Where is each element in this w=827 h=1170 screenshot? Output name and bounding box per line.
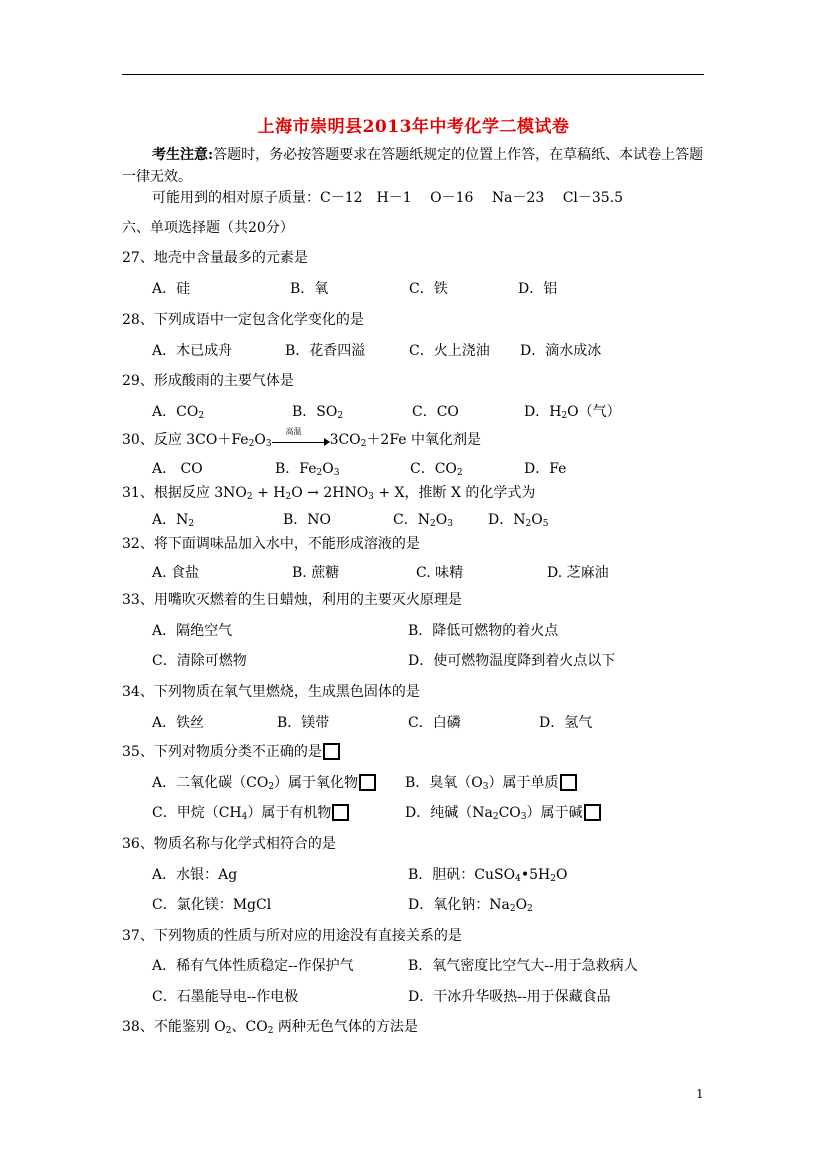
page-title: 上海市崇明县2013年中考化学二模试卷 — [257, 117, 570, 137]
q31-stem: 31、根据反应 $3NO_2 + H_2O \to 2HNO_3 + X$，推断 X 的化学式为 — [122, 485, 536, 502]
q36-option-a: A．水银：Ag — [152, 867, 238, 883]
q32-stem: 32、将下面调味品加入水中，不能形成溶液的是 — [122, 536, 420, 552]
q27-option-c: C．铁 — [409, 281, 448, 297]
q35-option-c: C．甲烷$(CH_4)$属于有机物 — [152, 804, 349, 826]
section-heading: 六、单项选择题（共20分） — [122, 220, 294, 236]
q34-option-b: B．镁带 — [277, 715, 330, 731]
q32-option-a: A. 食盐 — [152, 565, 200, 581]
q36-option-d: D．氧化钠：$Na_2O_2$ — [408, 897, 533, 914]
q35-option-a: A．二氧化碳$(CO_2)$属于氧化物 — [152, 774, 376, 796]
q36-stem: 36、物质名称与化学式相符合的是 — [122, 836, 336, 852]
q33-option-a: A．隔绝空气 — [152, 623, 233, 639]
answer-box — [584, 804, 601, 821]
q29-option-a: A．$CO_2$ — [152, 404, 205, 421]
q31-option-b: B．NO — [283, 512, 332, 528]
notice-text: 答题时，务必按答题要求在答题纸规定的位置上作答，在草稿纸、本试卷上答题一律无效。 — [122, 147, 704, 185]
reaction-arrow-icon — [272, 427, 330, 447]
q27-option-b: B．氧 — [290, 281, 329, 297]
q33-option-d: D．使可燃物温度降到着火点以下 — [408, 653, 616, 669]
q31-option-a: A．$N_2$ — [152, 512, 195, 529]
answer-box — [560, 774, 577, 791]
notice — [122, 144, 707, 188]
q29-option-b: B．$SO_2$ — [292, 404, 344, 421]
q38-stem: 38、不能鉴别 $O_2$、$CO_2$ 两种无色气体的方法是 — [122, 1019, 418, 1036]
q33-stem: 33、用嘴吹灭燃着的生日蜡烛，利用的主要灭火原理是 — [122, 592, 462, 608]
reaction-condition: 高温 — [285, 427, 302, 436]
q32-option-b: B. 蔗糖 — [292, 565, 340, 581]
header-rule — [122, 74, 704, 75]
q30-option-c: C．$CO_2$ — [410, 461, 463, 478]
q29-stem: 29、形成酸雨的主要气体是 — [122, 373, 294, 389]
q34-option-a: A．铁丝 — [152, 715, 205, 731]
q37-option-a: A．稀有气体性质稳定--作保护气 — [152, 958, 354, 974]
q33-option-b: B．降低可燃物的着火点 — [408, 623, 559, 639]
q36-option-b: B．胆矾：$CuSO_4•5H_2O$ — [408, 867, 568, 884]
answer-box — [359, 774, 376, 791]
q31-option-c: C．$N_2O_3$ — [393, 512, 453, 529]
q27-option-a: A．硅 — [152, 281, 191, 297]
q37-option-d: D．干冰升华吸热--用于保藏食品 — [408, 989, 611, 1005]
q37-stem: 37、下列物质的性质与所对应的用途没有直接关系的是 — [122, 928, 462, 944]
q27-option-d: D．铝 — [518, 281, 558, 297]
q36-option-c: C．氯化镁：MgCl — [152, 897, 272, 913]
notice-label: 考生注意: — [152, 147, 214, 163]
q30-option-a: A． CO — [152, 461, 203, 477]
q32-option-c: C. 味精 — [416, 565, 464, 581]
answer-box — [323, 743, 340, 760]
q28-stem: 28、下列成语中一定包含化学变化的是 — [122, 312, 364, 328]
q37-option-b: B．氧气密度比空气大--用于急救病人 — [408, 958, 638, 974]
q32-option-d: D. 芝麻油 — [547, 565, 609, 581]
q35-option-b: B．臭氧$(O_3)$属于单质 — [405, 774, 577, 796]
q30-stem: 30、反应 $3CO+Fe_2O_3$ 高温 $3CO_2+2Fe$ 中氧化剂是 — [122, 427, 481, 449]
q28-option-d: D．滴水成冰 — [520, 343, 602, 359]
q33-option-c: C．清除可燃物 — [152, 653, 247, 669]
q37-option-c: C．石墨能导电--作电极 — [152, 989, 299, 1005]
atomic-masses: 可能用到的相对原子质量：C－12 H－1 O－16 Na－23 Cl－35.5 — [152, 190, 624, 206]
q34-option-c: C．白磷 — [408, 715, 461, 731]
q30-option-b: B．$Fe_2O_3$ — [275, 461, 340, 478]
q31-option-d: D．$N_2O_5$ — [488, 512, 549, 529]
q28-option-b: B．花香四溢 — [285, 343, 366, 359]
q29-option-c: C．CO — [412, 404, 459, 420]
q35-stem: 35、下列对物质分类不正确的是 — [122, 743, 340, 761]
page-number: 1 — [696, 1087, 704, 1101]
q35-option-d: D．纯碱$(Na_2CO_3)$属于碱 — [405, 804, 601, 826]
q28-option-c: C．火上浇油 — [409, 343, 490, 359]
q34-option-d: D．氢气 — [539, 715, 593, 731]
q30-option-d: D．Fe — [524, 461, 567, 477]
q34-stem: 34、下列物质在氧气里燃烧，生成黑色固体的是 — [122, 684, 420, 700]
q28-option-a: A．木已成舟 — [152, 343, 233, 359]
answer-box — [332, 804, 349, 821]
q27-stem: 27、地壳中含量最多的元素是 — [122, 250, 308, 266]
q29-option-d: D．$H_2O$（气） — [524, 404, 621, 421]
